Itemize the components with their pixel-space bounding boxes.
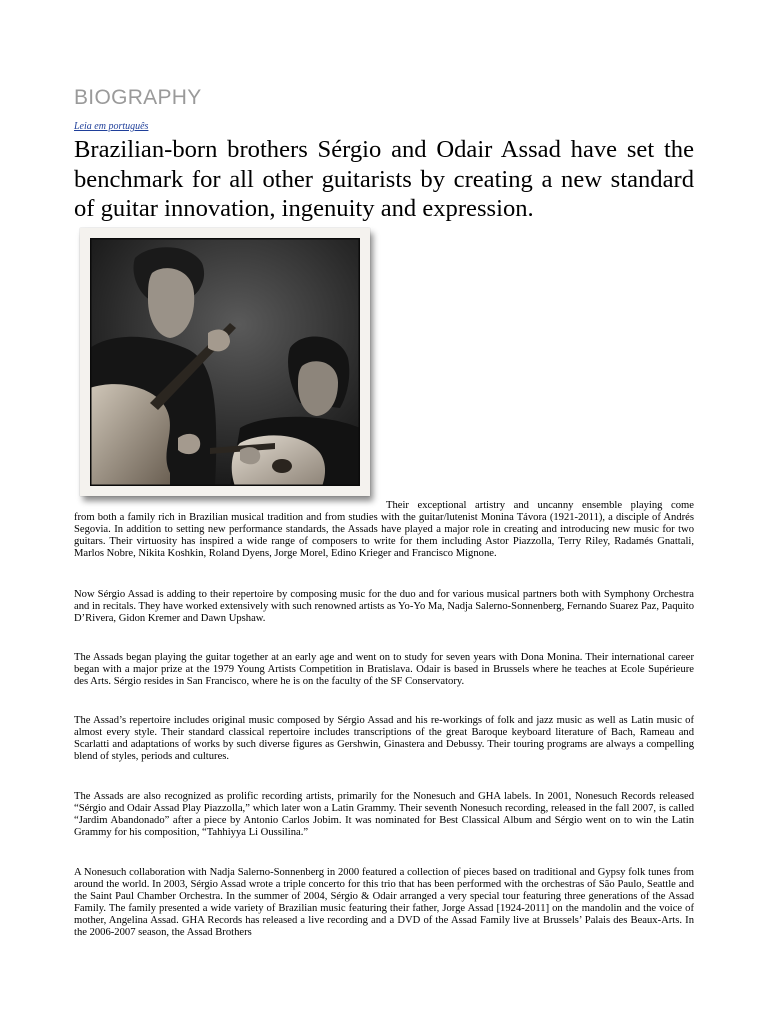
- photo-frame: [80, 228, 370, 496]
- guitarists-photo: [90, 238, 360, 486]
- page-heading: BIOGRAPHY: [74, 86, 202, 109]
- paragraph-4: The Assad’s repertoire includes original music composed by Sérgio Assad and his re-workings of folk and jazz music as well as Latin music of almost every style. Their standard classical repertoire includes transcriptions of the great Baroque keyboard literature of Bach, Rameau and Scarlatti and adaptations of works by such diverse figures as Gershwin, Ginastera and Debussy. Their touring programs are always a compelling blend of styles, periods and cultures.: [74, 715, 694, 763]
- paragraph-5: The Assads are also recognized as prolific recording artists, primarily for the Nonesuch and GHA labels. In 2001, Nonesuch Records released “Sérgio and Odair Assad Play Piazzolla,” which later won a Latin Grammy. Their seventh Nonesuch recording, released in the fall 2007, is called “Jardim Abandonado” after a piece by Antonio Carlos Jobim. It was nominated for Best Classical Album and Sérgio went on to win the Latin Grammy for his composition, “Tahhiyya Li Oussilina.”: [74, 791, 694, 839]
- paragraph-3: The Assads began playing the guitar together at an early age and went on to study for seven years with Dona Monina. Their international career began with a major prize at the 1979 Young Artists Competition in Bratislava. Odair is based in Brussels where he teaches at Ecole Supérieure des Arts. Sérgio resides in San Francisco, where he is on the faculty of the SF Conservatory.: [74, 652, 694, 688]
- paragraph-1-first-line: Their exceptional artistry and uncanny ensemble playing come: [386, 500, 694, 511]
- paragraph-6: A Nonesuch collaboration with Nadja Salerno-Sonnenberg in 2000 featured a collection of pieces based on traditional and Gypsy folk tunes from around the world. In 2003, Sérgio Assad wrote a triple concerto for this trio that has been performed with the orchestras of São Paulo, Seattle and the Saint Paul Chamber Orchestra. In the summer of 2004, Sérgio & Odair arranged a very special tour featuring three generations of the Assad Family. The family presented a wide variety of Brazilian music featuring their father, Jorge Assad [1924-2011] on the mandolin and the voice of mother, Angelina Assad. GHA Records has released a live recording and a DVD of the Assad Family live at Brussels’ Palais des Beaux-Arts. In the 2006-2007 season, the Assad Brothers: [74, 867, 694, 939]
- left-guitarist-strum-hand: [178, 434, 200, 454]
- portuguese-link[interactable]: Leia em português: [74, 121, 149, 132]
- paragraph-1: from both a family rich in Brazilian musical tradition and from studies with the guitar/lutenist Monina Távora (1921-2011), a disciple of Andrés Segovia. In addition to setting new performance standards, the Assads have played a major role in creating and introducing new music for two guitars. Their virtuosity has inspired a wide range of composers to write for them including Astor Piazzolla, Terry Riley, Radamés Gnattali, Marlos Nobre, Nikita Koshkin, Roland Dyens, Jorge Morel, Edino Krieger and Francisco Mignone.: [74, 512, 694, 560]
- right-guitarist-hand: [240, 447, 260, 464]
- lead-paragraph: Brazilian-born brothers Sérgio and Odair Assad have set the benchmark for all other guitarists by creating a new standard of guitar innovation, ingenuity and expression.: [74, 136, 694, 222]
- paragraph-2: Now Sérgio Assad is adding to their repertoire by composing music for the duo and for various musical partners both with Symphony Orchestra and in recitals. They have worked extensively with such renowned artists as Yo-Yo Ma, Nadja Salerno-Sonnenberg, Fernando Suarez Paz, Paquito D’Rivera, Gidon Kremer and Dawn Upshaw.: [74, 589, 694, 625]
- right-guitar-soundhole: [272, 459, 292, 473]
